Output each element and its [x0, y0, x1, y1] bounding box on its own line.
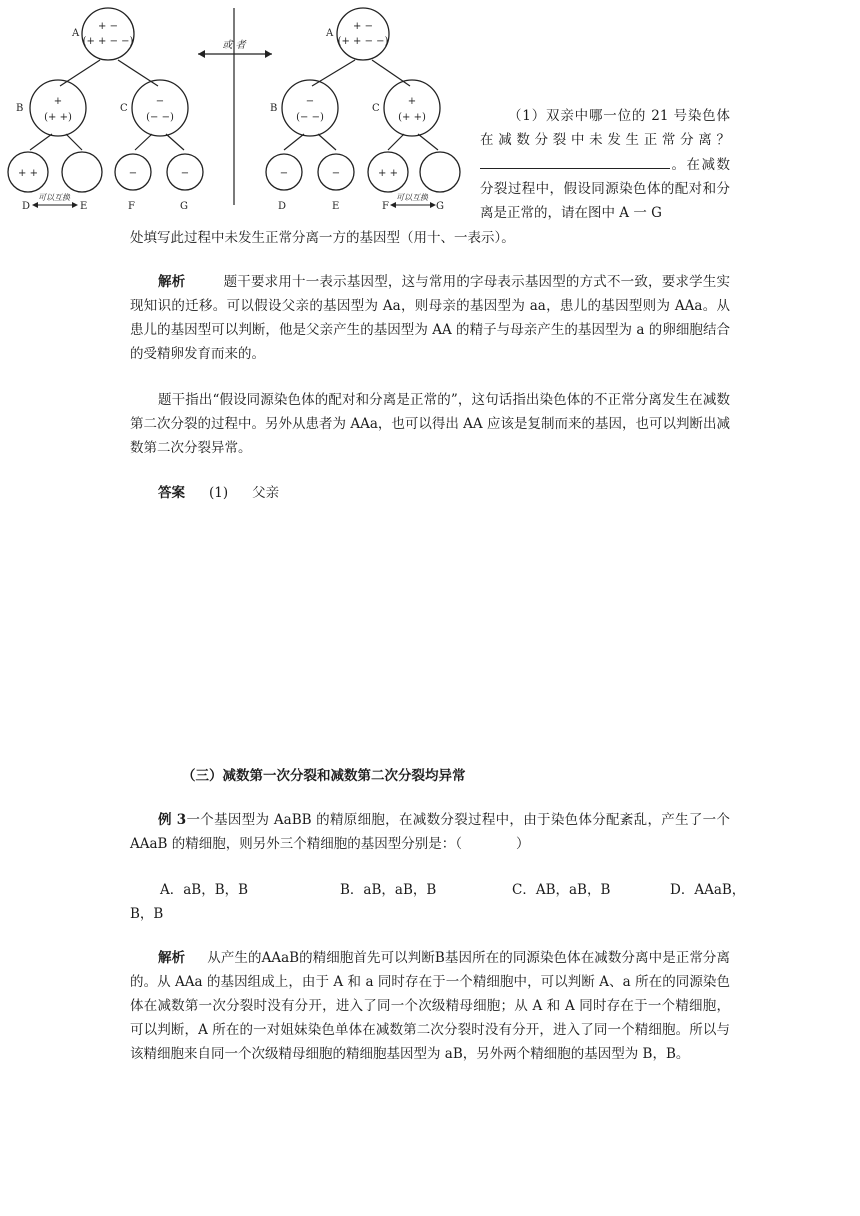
- cell-B-right: [282, 80, 338, 136]
- cell-E-right-text: −: [331, 168, 341, 179]
- cell-F-right-text: + +: [378, 168, 398, 179]
- cell-A-right-top: + −: [353, 21, 373, 32]
- cell-B-left-bottom: (+ +): [44, 112, 72, 123]
- letter-F-right: F: [382, 201, 389, 212]
- letter-D-left: D: [22, 201, 31, 212]
- option-a: A．aB，B，B: [160, 882, 249, 898]
- question-intro: （1）双亲中哪一位的 21 号染色体在减数分裂中未发生正常分离？: [480, 108, 730, 148]
- answer1-label: 答案: [158, 485, 185, 501]
- analysis3-label: 解析: [158, 950, 186, 966]
- cell-A-left-bottom: (+ + − −): [82, 36, 134, 47]
- cell-C-right-top: +: [407, 96, 417, 107]
- cell-A-right: [337, 8, 389, 60]
- option-b: B．aB，aB，B: [340, 882, 437, 898]
- example3-text: 一个基因型为 AaBB 的精原细胞，在减数分裂过程中，由于染色体分配紊乱，产生了一个 AAaB 的精细胞，则另外三个精细胞的基因型分别是：（ ）: [130, 812, 730, 852]
- label-B-left: B: [16, 103, 24, 114]
- cell-C-left-bottom: (− −): [146, 112, 174, 123]
- letter-E-right: E: [332, 201, 340, 212]
- separator-label: 或 者: [222, 40, 246, 51]
- cell-C-left-top: −: [155, 96, 165, 107]
- analysis1-p2-text: 题干指出“假设同源染色体的配对和分离是正常的”，这句话指出染色体的不正常分离发生在减数第二次分裂的过程中。另外从患者为 AAa，也可以得出 AA 应该是复制而来的基因，也可以判断出减数第二次分裂异常。: [130, 392, 730, 456]
- cell-A-left-top: + −: [98, 21, 118, 32]
- analysis1-p1-text: 题干要求用十一表示基因型，这与常用的字母表示基因型的方式不一致，要求学生实现知识的迁移。可以假设父亲的基因型为 Aa，则母亲的基因型为 aa，患儿的基因型则为 AAa。从患儿的基因型可以判断，他是父亲产生的基因型为 AA 的精子与母亲产生的基因型为 a 的卵细胞结合的受精卵发育而来的。: [130, 274, 731, 362]
- answer1-num: (1): [209, 485, 229, 501]
- cell-D-right-text: −: [279, 168, 289, 179]
- label-C-left: C: [120, 103, 128, 114]
- option-c: C．AB，aB，B: [512, 882, 611, 898]
- letter-E-left: E: [80, 201, 88, 212]
- label-C-right: C: [372, 103, 380, 114]
- question-after-blank: 。在减数分裂过程中，假设同源染色体的配对和分离是正常的，请在图中 A 一 G: [480, 157, 730, 221]
- cell-B-right-bottom: (− −): [296, 112, 324, 123]
- answer-blank[interactable]: [480, 152, 670, 169]
- question-block: [480, 104, 730, 225]
- cell-D-left-text: + +: [18, 168, 38, 179]
- letter-F-left: F: [128, 201, 135, 212]
- swap-label-right: 可以互换: [396, 193, 428, 202]
- cell-A-right-bottom: (+ + − −): [337, 36, 389, 47]
- analysis1-label: 解析: [158, 274, 186, 290]
- answer1: [130, 481, 730, 505]
- cell-G-right: [420, 152, 460, 192]
- section3-heading: （三）减数第一次分裂和减数第二次分裂均异常: [182, 768, 466, 784]
- option-d: D．AAaB，: [670, 882, 746, 898]
- example3-label: 例 3: [158, 812, 187, 828]
- label-A-right: A: [326, 28, 334, 39]
- answer1-text: 父亲: [252, 485, 280, 501]
- cell-B-right-top: −: [305, 96, 315, 107]
- question-continuation: 处填写此过程中未发生正常分离一方的基因型（用十、一表示）。: [130, 230, 515, 246]
- letter-G-left: G: [180, 201, 188, 212]
- label-A-left: A: [72, 28, 80, 39]
- analysis3: [130, 946, 730, 1066]
- option-d-continuation: B，B: [130, 906, 164, 922]
- swap-label-left: 可以互换: [38, 193, 70, 202]
- cell-C-right: [384, 80, 440, 136]
- cell-E-left: [62, 152, 102, 192]
- analysis3-text: 从产生的AAaB的精细胞首先可以判断B基因所在的同源染色体在减数分离中是正常分离的。从 AAa 的基因组成上，由于 A 和 a 同时存在于一个精细胞中，可以判断 A、a 所在的同源染色体在减数第一次分裂时没有分开，进入了同一个次级精母细胞；从 A 和 A 同时存在于一个精细胞，可以判断，A 所在的一对姐妹染色单体在减数第二次分裂时没有分开，进入了同一个精细胞。所以与该精细胞来自同一个次级精母细胞的精细胞基因型为 aB，另外两个精细胞的基因型为 B，B。: [130, 950, 731, 1062]
- cell-B-left-top: +: [53, 96, 63, 107]
- analysis1-p2: [130, 388, 730, 460]
- cell-A-left: [82, 8, 134, 60]
- cell-C-right-bottom: (+ +): [398, 112, 426, 123]
- letter-D-right: D: [278, 201, 287, 212]
- example3: [130, 808, 730, 856]
- cell-B-left: [30, 80, 86, 136]
- analysis1-p1: [130, 270, 730, 366]
- cell-C-left: [132, 80, 188, 136]
- meiosis-diagram: [0, 0, 470, 222]
- label-B-right: B: [270, 103, 278, 114]
- cell-G-left-text: −: [180, 168, 190, 179]
- cell-F-left-text: −: [128, 168, 138, 179]
- letter-G-right: G: [436, 201, 444, 212]
